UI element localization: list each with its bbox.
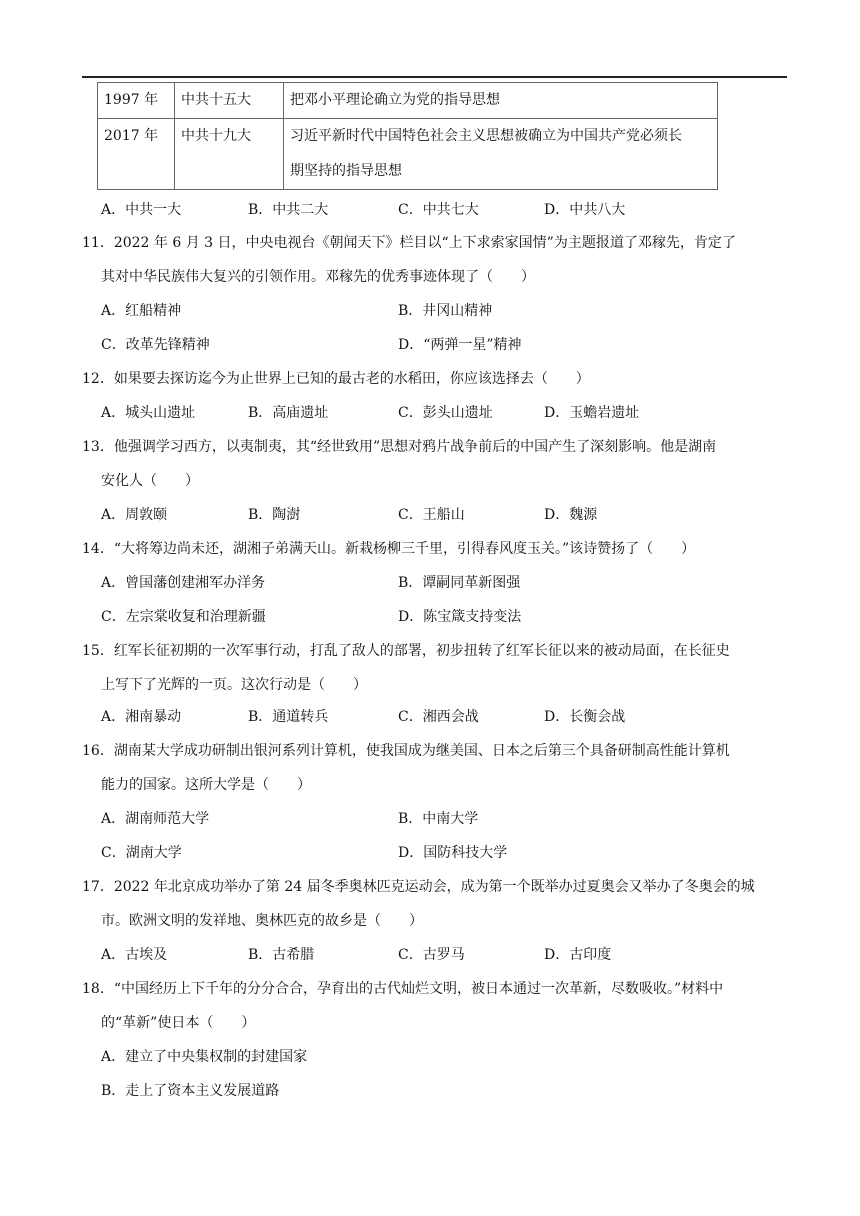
option-b: B．中南大学 bbox=[398, 811, 479, 827]
option-b: B．古希腊 bbox=[248, 947, 315, 963]
table-cell-year: 2017 年 bbox=[98, 119, 175, 190]
question-13-text: 安化人（ ） bbox=[101, 473, 199, 489]
option-c: C．古罗马 bbox=[398, 947, 465, 963]
option-a: A．周敦颐 bbox=[101, 507, 168, 523]
option-d: D．长衡会战 bbox=[544, 709, 626, 725]
option-c: C．彭头山遗址 bbox=[398, 405, 493, 421]
option-a: A．城头山遗址 bbox=[101, 405, 196, 421]
option-a: A．古埃及 bbox=[101, 947, 168, 963]
option-b: B．陶澍 bbox=[248, 507, 301, 523]
option-c: C．湖南大学 bbox=[101, 845, 182, 861]
option-c: C．左宗棠收复和治理新疆 bbox=[101, 609, 266, 625]
question-15-text: 上写下了光辉的一页。这次行动是（ ） bbox=[101, 677, 367, 693]
option-a: A．红船精神 bbox=[101, 303, 182, 319]
table-cell-content-line: 习近平新时代中国特色社会主义思想被确立为中国共产党必须长 bbox=[290, 128, 682, 144]
option-c: C．改革先锋精神 bbox=[101, 337, 210, 353]
question-12-text: 12．如果要去探访迄今为止世界上已知的最古老的水稻田，你应该选择去（ ） bbox=[82, 371, 590, 387]
option-b: B．谭嗣同革新图强 bbox=[398, 575, 521, 591]
option-d: D．古印度 bbox=[544, 947, 612, 963]
question-18-text: 18．“中国经历上下千年的分分合合，孕育出的古代灿烂文明，被日本通过一次革新，尽数吸收。”材料中 bbox=[82, 981, 724, 997]
option-a: A．建立了中央集权制的封建国家 bbox=[101, 1049, 308, 1065]
option-c: C．中共七大 bbox=[398, 202, 479, 218]
table-cell-year: 1997 年 bbox=[98, 83, 175, 119]
table-row bbox=[98, 119, 718, 190]
question-11-text: 11．2022 年 6 月 3 日，中央电视台《朝闻天下》栏目以“上下求索家国情”为主题报道了邓稼先，肯定了 bbox=[82, 235, 736, 251]
option-b: B．中共二大 bbox=[248, 202, 329, 218]
table-cell-content bbox=[284, 119, 718, 190]
question-16-text: 能力的国家。这所大学是（ ） bbox=[101, 777, 311, 793]
option-d: D．国防科技大学 bbox=[398, 845, 508, 861]
table-cell-congress: 中共十五大 bbox=[175, 83, 284, 119]
option-c: C．王船山 bbox=[398, 507, 465, 523]
table-row bbox=[98, 83, 718, 119]
question-16-text: 16．湖南某大学成功研制出银河系列计算机，使我国成为继美国、日本之后第三个具备研制高性能计算机 bbox=[82, 743, 730, 759]
option-d: D．中共八大 bbox=[544, 202, 626, 218]
table-cell-congress: 中共十九大 bbox=[175, 119, 284, 190]
option-b: B．高庙遗址 bbox=[248, 405, 329, 421]
option-a: A．湘南暴动 bbox=[101, 709, 182, 725]
reference-table bbox=[97, 82, 718, 190]
option-a: A．中共一大 bbox=[101, 202, 182, 218]
option-d: D．“两弹一星”精神 bbox=[398, 337, 522, 353]
question-11-text: 其对中华民族伟大复兴的引领作用。邓稼先的优秀事迹体现了（ ） bbox=[101, 269, 535, 285]
option-d: D．陈宝箴支持变法 bbox=[398, 609, 522, 625]
table-cell-content: 把邓小平理论确立为党的指导思想 bbox=[284, 83, 718, 119]
question-14-text: 14．“大将筹边尚未还，湖湘子弟满天山。新栽杨柳三千里，引得春风度玉关。”该诗赞扬了（ ） bbox=[82, 541, 696, 557]
option-c: C．湘西会战 bbox=[398, 709, 479, 725]
option-a: A．曾国藩创建湘军办洋务 bbox=[101, 575, 266, 591]
option-d: D．玉蟾岩遗址 bbox=[544, 405, 640, 421]
option-d: D．魏源 bbox=[544, 507, 598, 523]
option-b: B．井冈山精神 bbox=[398, 303, 493, 319]
question-17-text: 17．2022 年北京成功举办了第 24 届冬季奥林匹克运动会，成为第一个既举办过夏奥会又举办了冬奥会的城 bbox=[82, 879, 755, 895]
header-rule bbox=[82, 76, 787, 78]
option-b: B．通道转兵 bbox=[248, 709, 329, 725]
option-b: B．走上了资本主义发展道路 bbox=[101, 1083, 280, 1099]
question-17-text: 市。欧洲文明的发祥地、奥林匹克的故乡是（ ） bbox=[101, 913, 423, 929]
question-18-text: 的“革新”使日本（ ） bbox=[101, 1015, 256, 1031]
question-15-text: 15．红军长征初期的一次军事行动，打乱了敌人的部署，初步扭转了红军长征以来的被动局面，在长征史 bbox=[82, 643, 730, 659]
option-a: A．湖南师范大学 bbox=[101, 811, 210, 827]
question-13-text: 13．他强调学习西方，以夷制夷，其“经世致用”思想对鸦片战争前后的中国产生了深刻影响。他是湖南 bbox=[82, 439, 717, 455]
table-cell-content-line: 期坚持的指导思想 bbox=[290, 163, 402, 179]
